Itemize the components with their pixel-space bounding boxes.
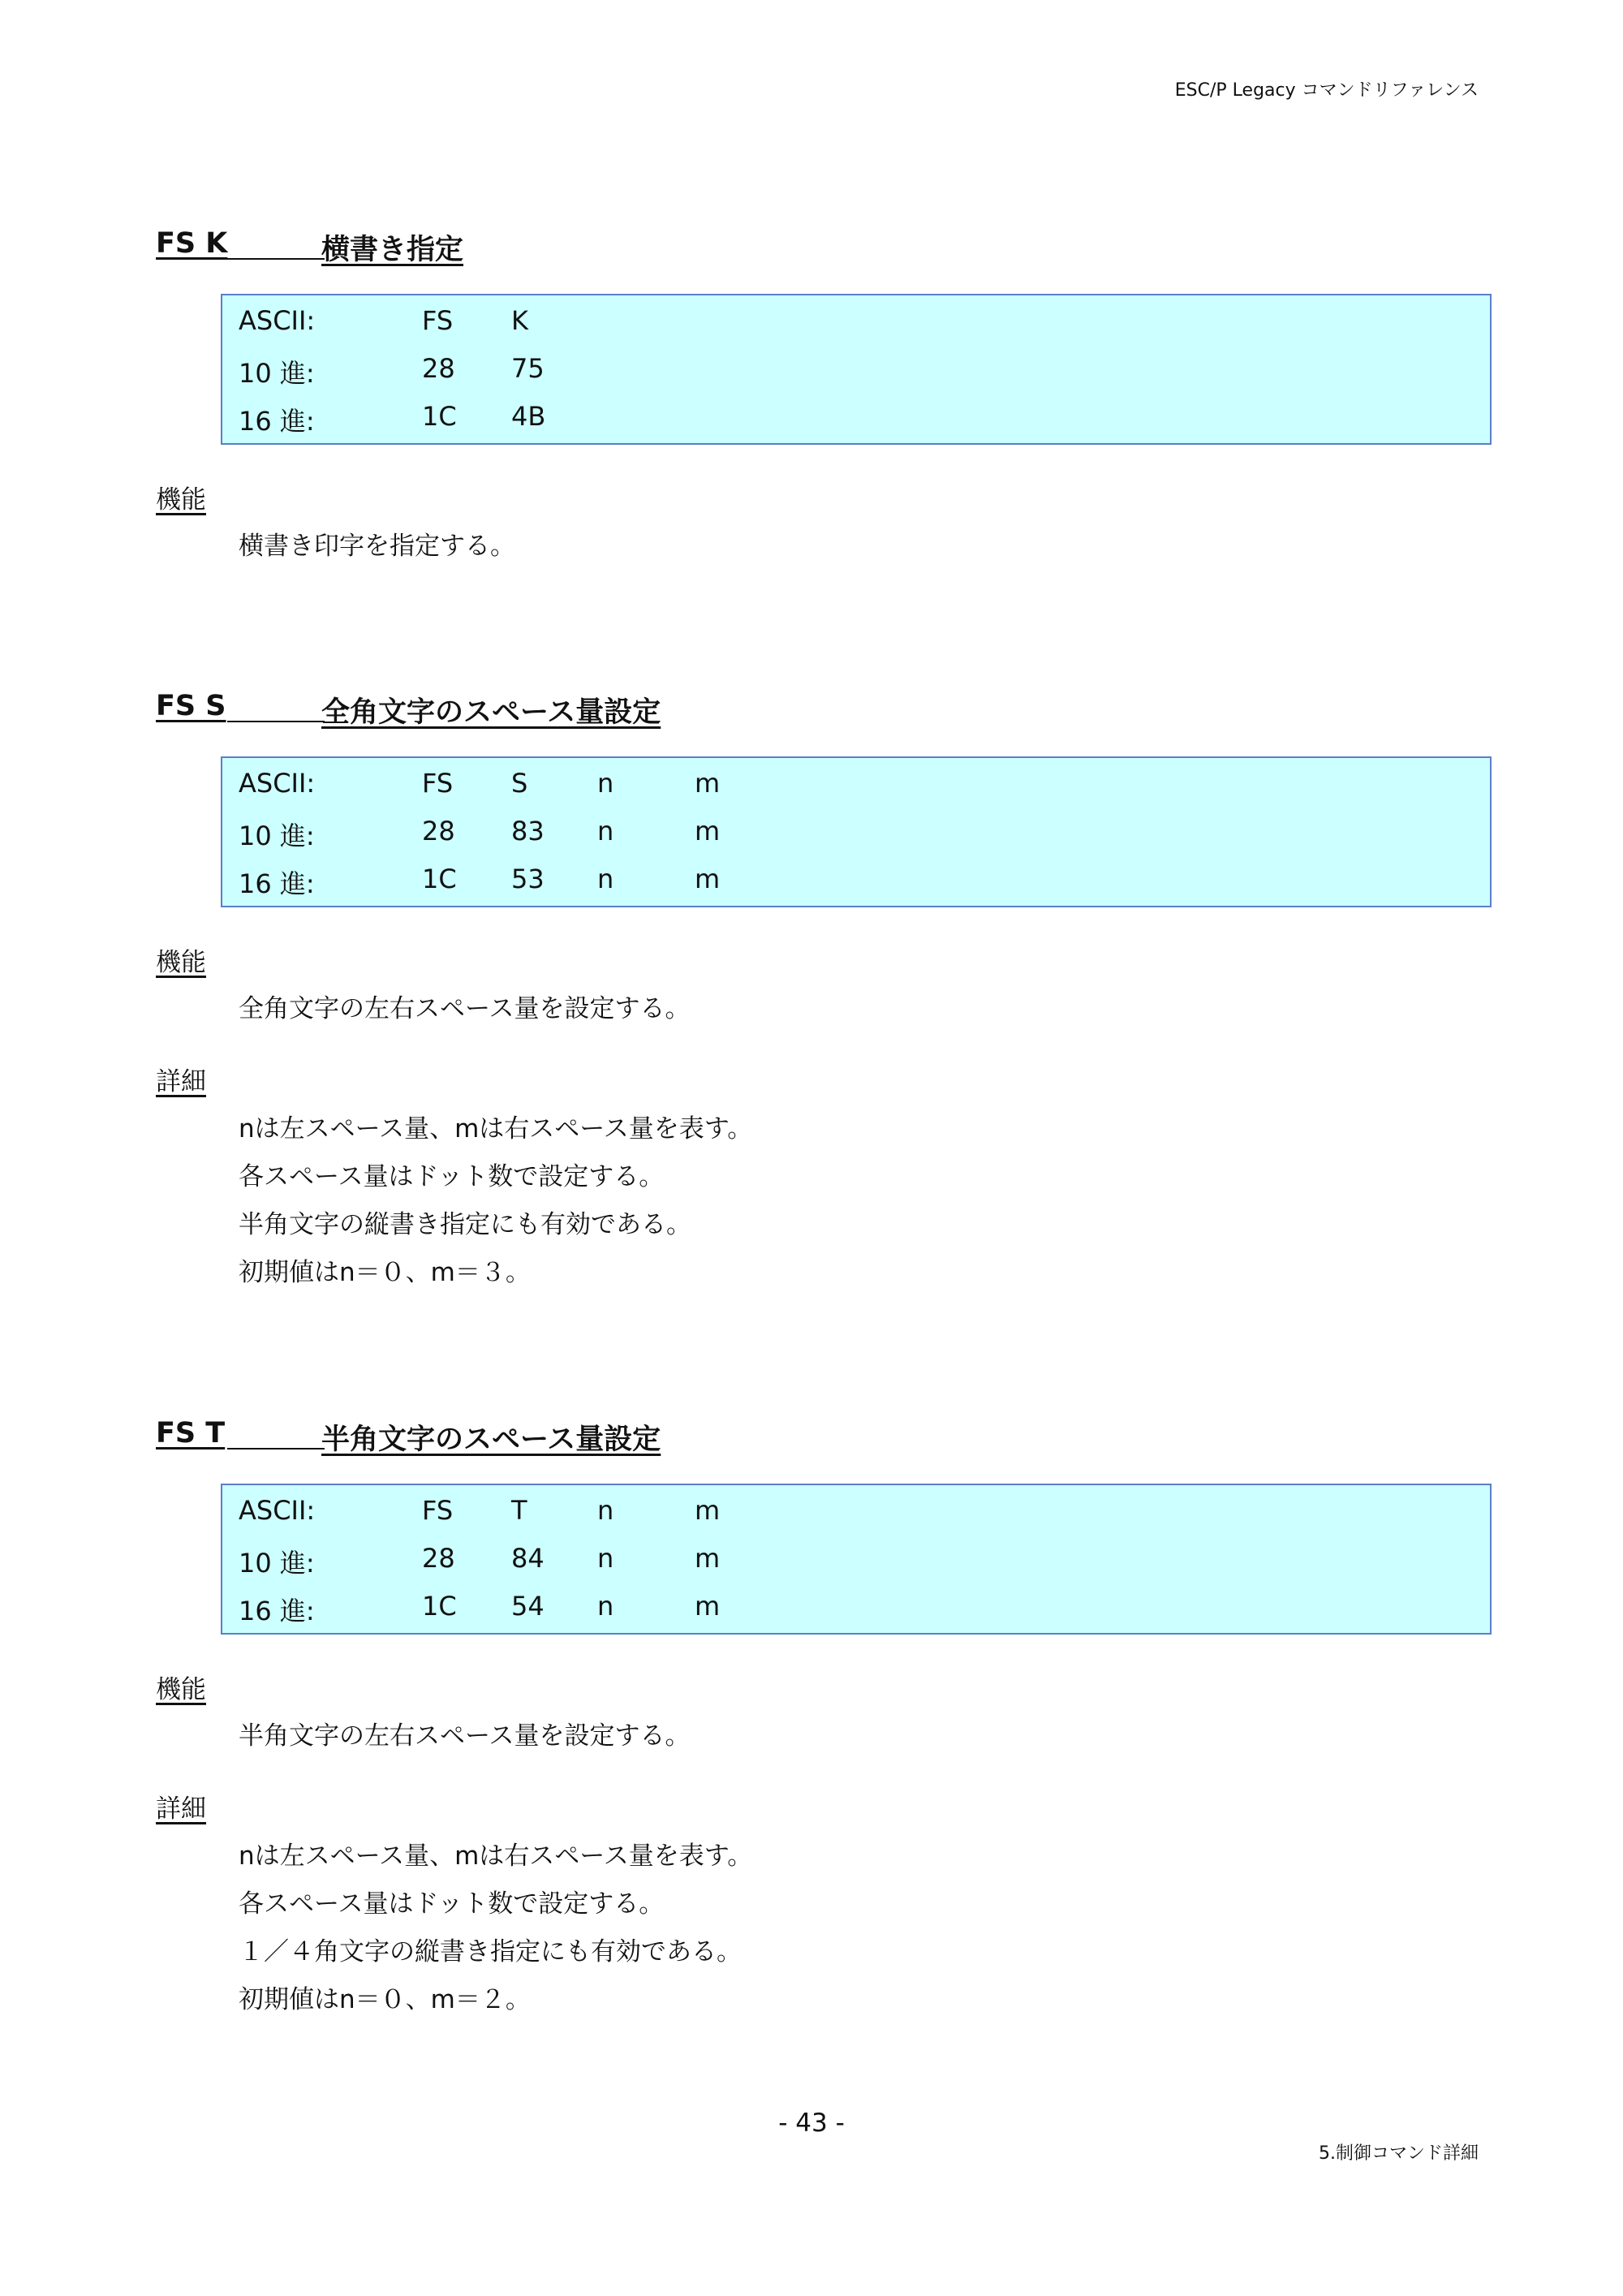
- code-cell: m: [695, 768, 721, 799]
- detail-line: 各スペース量はドット数で設定する。: [239, 1889, 665, 1919]
- code-table: [221, 1484, 1492, 1635]
- detail-line: 初期値はn＝０、m＝３。: [239, 1258, 531, 1287]
- code-row-decimal: [222, 816, 1490, 851]
- code-row-hex: [222, 1591, 1490, 1626]
- code-cell: 84: [511, 1543, 545, 1574]
- code-cell: 10 進:: [239, 821, 315, 851]
- code-cell: ASCII:: [239, 305, 316, 336]
- code-cell: n: [597, 1591, 614, 1622]
- code-cell: m: [695, 1495, 721, 1526]
- heading-underline: [227, 690, 325, 722]
- code-cell: 28: [422, 353, 455, 384]
- code-cell: n: [597, 1495, 614, 1526]
- chapter-footer: 5.制御コマンド詳細: [1319, 2143, 1479, 2164]
- code-cell: n: [597, 768, 614, 799]
- code-cell: n: [597, 816, 614, 846]
- running-header: ESC/P Legacy コマンドリファレンス: [1174, 80, 1479, 101]
- function-label: 機能: [156, 485, 206, 515]
- detail-line: 初期値はn＝０、m＝２。: [239, 1985, 531, 2014]
- code-cell: ASCII:: [239, 1495, 316, 1526]
- code-cell: 1C: [422, 864, 457, 894]
- code-cell: 54: [511, 1591, 545, 1622]
- code-cell: 1C: [422, 401, 457, 432]
- code-row-ascii: [222, 1495, 1490, 1527]
- command-name: FS S: [156, 690, 226, 722]
- code-cell: 16 進:: [239, 406, 315, 437]
- code-cell: 1C: [422, 1591, 457, 1622]
- function-text: 半角文字の左右スペース量を設定する。: [239, 1721, 691, 1751]
- command-name: FS K: [156, 227, 228, 260]
- code-cell: 10 進:: [239, 1548, 315, 1579]
- code-cell: m: [695, 1591, 721, 1622]
- heading-underline: [227, 1417, 325, 1450]
- code-cell: 83: [511, 816, 545, 846]
- code-cell: 16 進:: [239, 868, 315, 899]
- command-name: FS T: [156, 1417, 226, 1450]
- command-title: 全角文字のスペース量設定: [321, 696, 661, 729]
- code-cell: n: [597, 1543, 614, 1574]
- code-cell: 28: [422, 816, 455, 846]
- heading-underline: [227, 227, 325, 260]
- code-cell: 28: [422, 1543, 455, 1574]
- page-number: - 43 -: [778, 2109, 845, 2138]
- detail-line: １／４角文字の縦書き指定にも有効である。: [239, 1937, 742, 1966]
- code-row-decimal: [222, 1543, 1490, 1579]
- function-label: 機能: [156, 1675, 206, 1704]
- code-cell: 4B: [511, 401, 546, 432]
- command-title: 半角文字のスペース量設定: [321, 1424, 661, 1456]
- code-cell: 53: [511, 864, 545, 894]
- code-row-decimal: [222, 353, 1490, 389]
- detail-line: 半角文字の縦書き指定にも有効である。: [239, 1210, 691, 1239]
- detail-line: nは左スペース量、mは右スペース量を表す。: [239, 1114, 753, 1144]
- section-fs-k: [156, 227, 1495, 568]
- detail-line: nは左スペース量、mは右スペース量を表す。: [239, 1842, 753, 1871]
- code-cell: m: [695, 864, 721, 894]
- code-cell: 75: [511, 353, 545, 384]
- code-cell: T: [511, 1495, 527, 1526]
- details-label: 詳細: [156, 1794, 206, 1824]
- command-title: 横書き指定: [321, 234, 464, 266]
- code-cell: FS: [422, 768, 454, 799]
- function-label: 機能: [156, 948, 206, 977]
- function-text: 全角文字の左右スペース量を設定する。: [239, 994, 691, 1023]
- code-cell: 10 進:: [239, 358, 315, 389]
- code-table: [221, 756, 1492, 907]
- code-cell: K: [511, 305, 528, 336]
- details-label: 詳細: [156, 1067, 206, 1096]
- code-cell: 16 進:: [239, 1596, 315, 1626]
- code-cell: ASCII:: [239, 768, 316, 799]
- section-fs-t: [156, 1417, 1495, 2018]
- code-cell: FS: [422, 305, 454, 336]
- code-row-hex: [222, 401, 1490, 437]
- section-fs-s: [156, 690, 1495, 1290]
- code-row-hex: [222, 864, 1490, 899]
- code-table: [221, 294, 1492, 445]
- function-text: 横書き印字を指定する。: [239, 532, 515, 561]
- detail-line: 各スペース量はドット数で設定する。: [239, 1162, 665, 1191]
- code-cell: FS: [422, 1495, 454, 1526]
- code-cell: S: [511, 768, 528, 799]
- code-cell: m: [695, 1543, 721, 1574]
- code-row-ascii: [222, 305, 1490, 338]
- code-cell: m: [695, 816, 721, 846]
- code-row-ascii: [222, 768, 1490, 800]
- code-cell: n: [597, 864, 614, 894]
